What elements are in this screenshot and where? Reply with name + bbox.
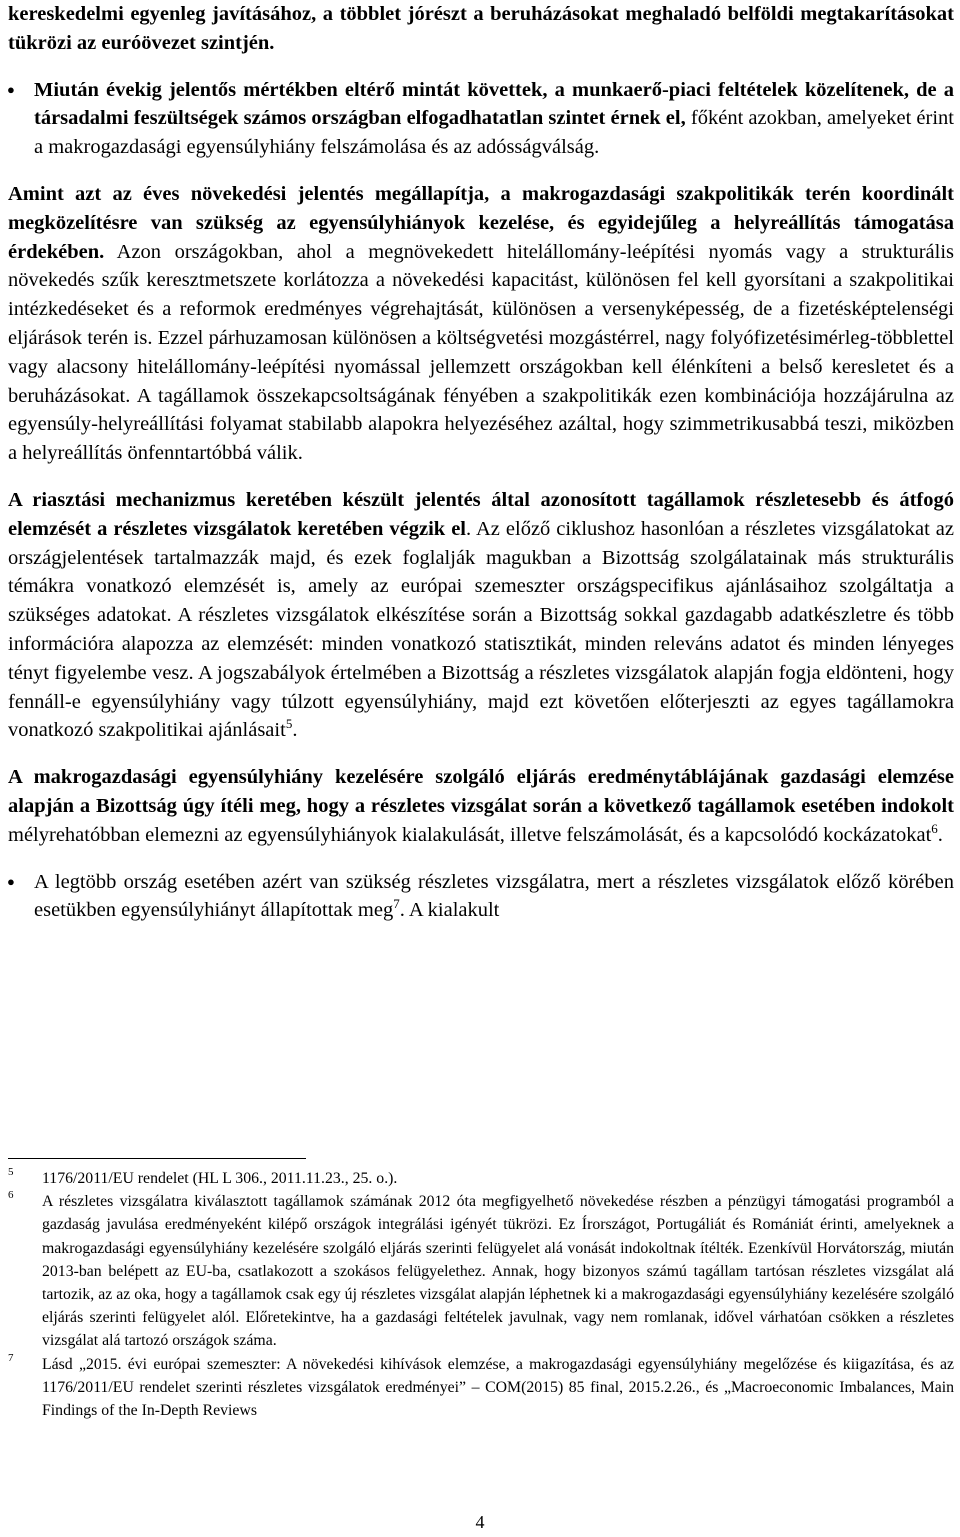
- footnote-number: 7: [8, 1351, 14, 1364]
- footnote-5: [8, 1167, 954, 1190]
- page-number: 4: [475, 1512, 485, 1532]
- footnotes: [8, 1167, 954, 1422]
- bullet-dot-icon: ●: [7, 81, 15, 97]
- footnote-ref-6[interactable]: 6: [931, 820, 938, 836]
- footnote-number: 5: [8, 1166, 14, 1178]
- footnote-ref-7[interactable]: 7: [393, 896, 400, 912]
- paragraph-scoreboard-bold: A makrogazdasági egyensúlyhiány kezelésére szolgáló eljárás eredménytáblájának gazdasági elemzése alapján a Bizottság úgy ítéli meg, hogy a részletes vizsgálat során a következő tagállamok esetében indokolt: [8, 766, 954, 817]
- footnote-ref-5[interactable]: 5: [285, 716, 293, 732]
- footnote-6: [8, 1190, 954, 1352]
- bullet-labour-market-rest: főként azokban, amelyeket érint a makrogazdasági egyensúlyhiány felszámolása és az adósságválság.: [34, 107, 954, 159]
- footnote-number: 6: [8, 1189, 14, 1202]
- footnote-text: A részletes vizsgálatra kiválasztott tagállamok számának 2012 óta megfigyelhető növekedése részben a pénzügyi támogatási programból a gazdaság javulása eredményeként kilépő országok integrálási igényét tükrözi. Ez Írországot, Portugáliát és Romániát érinti, amelyeknek a makrogazdasági egyensúlyhiány kezelésére szolgáló eljárás szerinti felügyelet alá vonását indokoltnak ítélték. Ezenkívül Horvátország, miután 2013-ban belépett az EU-ba, csatlakozott a szokásos felügyelethez. Annak, hogy bizonyos számú tagállam tartósan részletes vizsgálat alá tartozik, az az oka, hogy a tagállamok csak egy új részletes vizsgálat alapján léphetnek ki a makrogazdasági egyensúlyhiány kezelésére szolgáló eljárás szerinti felügyelet alól. Előretekintve, ha a gazdasági feltételek javulnak, vagy nem romlanak, idővel várhatóan csökken a részletes vizsgálat alá tartozó országok száma.: [42, 1193, 954, 1350]
- paragraph-intro-continuation: kereskedelmi egyenleg javításához, a többlet jórészt a beruházásokat meghaladó belföldi megtakarításokat tükrözi az euróövezet szintjén.: [8, 3, 954, 54]
- bullet-labour-market: [8, 76, 954, 162]
- paragraph-scoreboard: [8, 763, 954, 849]
- bullet-most-countries-text: [34, 868, 954, 926]
- spacer: [8, 850, 954, 868]
- bullet-most-countries: [8, 868, 954, 926]
- spacer: [8, 58, 954, 76]
- paragraph-scoreboard-rest: mélyrehatóbban elemezni az egyensúlyhiányok kialakulását, illetve felszámolását, és a kapcsolódó kockázatokat: [8, 823, 932, 846]
- paragraph-in-depth-reviews-bold: A riasztási mechanizmus keretében készült jelentés által azonosított tagállamok részletesebb és átfogó elemzését a részletes vizsgálatok keretében végzik el: [8, 488, 954, 540]
- paragraph-in-depth-reviews-end: .: [292, 719, 298, 742]
- footnote-7: [8, 1353, 954, 1423]
- bullet-labour-market-bold: Miután évekig jelentős mértékben eltérő mintát követtek, a munkaerő-piaci feltételek közelítenek, de a társadalmi feszültségek számos országban elfogadhatatlan szintet érnek el,: [34, 78, 954, 130]
- paragraph-in-depth-reviews-rest: . Az előző ciklushoz hasonlóan a részletes vizsgálatokat az országjelentések tartalmazzák majd, és ezek foglalják magukban a Bizottság szolgálatainak más strukturális témákra vonatkozó elemzését is, amely az európai szemeszter országspecifikus ajánlásaihoz szolgáltatja a szükséges adatokat. A részletes vizsgálatok elkészítése során a Bizottság sokkal gazdagabb adatkészletre és több információra alapozza az elemzését: minden vonatkozó statisztikát, minden releváns adatot és minden lényeges tényt figyelembe vesz. A jogszabályok értelmében a Bizottság a részletes vizsgálatok alapján fogja eldönteni, hogy fennáll-e egyensúlyhiány vagy túlzott egyensúlyhiány, majd ezt követően előterjeszti az egyes tagállamokra vonatkozó szakpolitikai ajánlásait: [8, 517, 955, 742]
- paragraph-growth-report-bold: Amint azt az éves növekedési jelentés megállapítja, a makrogazdasági szakpolitikák terén koordinált megközelítésre van szükség az egyensúlyhiányok kezelése, és egyidejűleg a helyreállítás támogatása érdekében.: [8, 182, 954, 263]
- document-body: [8, 0, 954, 925]
- footnote-text: 1176/2011/EU rendelet (HL L 306., 2011.11.23., 25. o.).: [42, 1170, 398, 1187]
- bullet-dot-icon: ●: [7, 873, 15, 889]
- paragraph-growth-report-rest: Azon országokban, ahol a megnövekedett hitelállomány-leépítési nyomás vagy a strukturális növekedés szűk keresztmetszete korlátozza a növekedési kapacitást, különösen fel kell gyorsítani a szakpolitikai intézkedéseket és a reformok eredményes végrehajtását, különösen a versenyképesség, de a fizetésképtelenségi eljárások terén is. Ezzel párhuzamosan különösen a költségvetési mozgástérrel, nagy folyófizetésimérleg-többlettel vagy alacsony hitelállomány-leépítési nyomással jellemzett országokban kell élénkíteni a belső keresletet és a beruházásokat. A tagállamok összekapcsoltságának fényében a szakpolitikák ezen kombinációja hozzájárulna az egyensúly-helyreállítási folyamat stabilabb alapokra helyezéséhez azáltal, hogy szimmetrikusabbá teszi, miközben a helyreállítás önfenntartóbbá válik.: [8, 240, 954, 465]
- bullet-labour-market-text: [34, 76, 954, 162]
- paragraph-scoreboard-end: .: [937, 823, 943, 846]
- footnote-text: Lásd „2015. évi európai szemeszter: A növekedési kihívások elemzése, a makrogazdasági egyensúlyhiány megelőzése és kiigazítása, és az 1176/2011/EU rendelet szerinti részletes vizsgálatok eredményei” – COM(2015) 85 final, 2015.2.26., és „Macroeconomic Imbalances, Main Findings of the In-Depth Reviews: [42, 1355, 954, 1420]
- paragraph-in-depth-reviews: [8, 486, 954, 745]
- bullet-most-countries-body: A legtöbb ország esetében azért van szükség részletes vizsgálatra, mert a részletes vizsgálatok előző körében esetükben egyensúlyhiányt állapítottak meg: [34, 870, 954, 922]
- bullet-most-countries-end: . A kialakult: [399, 899, 500, 922]
- spacer: [8, 162, 954, 180]
- spacer: [8, 468, 954, 486]
- footnote-separator: [8, 1158, 306, 1159]
- spacer: [8, 745, 954, 763]
- paragraph-growth-report: [8, 180, 954, 468]
